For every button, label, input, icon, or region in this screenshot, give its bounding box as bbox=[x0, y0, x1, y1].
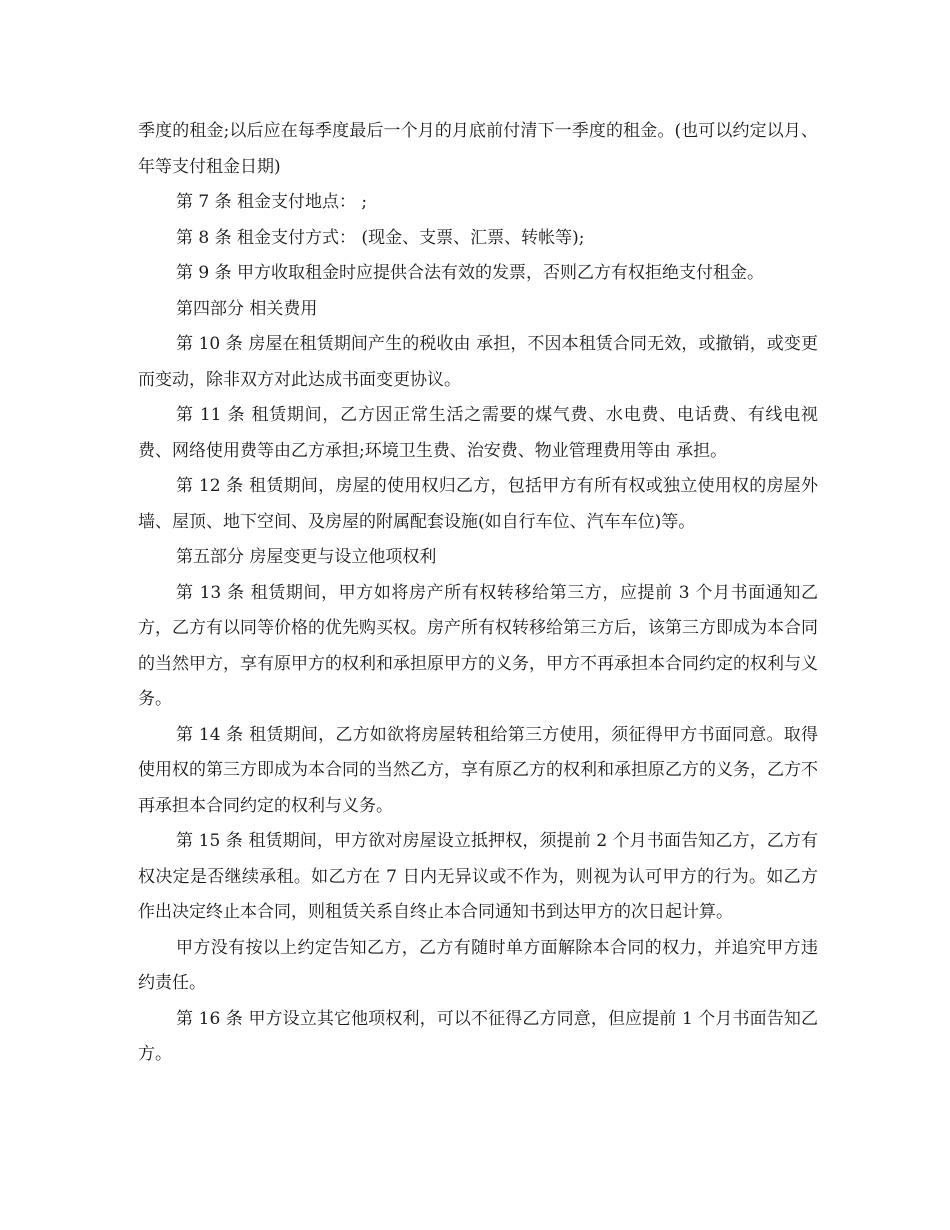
paragraph-article-16: 第 16 条 甲方设立其它他项权利，可以不征得乙方同意，但应提前 1 个月书面告知乙方。 bbox=[138, 1008, 818, 1064]
paragraph-article-11: 第 11 条 租赁期间，乙方因正常生活之需要的煤气费、水电费、电话费、有线电视费、网络使用费等由乙方承担;环境卫生费、治安费、物业管理费用等由 承担。 bbox=[138, 405, 818, 461]
paragraph-article-9: 第 9 条 甲方收取租金时应提供合法有效的发票，否则乙方有权拒绝支付租金。 bbox=[176, 263, 765, 283]
document-body bbox=[138, 114, 818, 1073]
paragraph-article-8: 第 8 条 租金支付方式： (现金、支票、汇票、转帐等); bbox=[176, 227, 585, 248]
paragraph-article-12: 第 12 条 租赁期间，房屋的使用权归乙方，包括甲方有所有权或独立使用权的房屋外墙、屋顶、地下空间、及房屋的附属配套设施(如自行车位、汽车车位)等。 bbox=[138, 476, 818, 532]
paragraph-article-15: 第 15 条 租赁期间，甲方欲对房屋设立抵押权，须提前 2 个月书面告知乙方，乙方有权决定是否继续承租。如乙方在 7 日内无异议或不作为，则视为认可甲方的行为。如乙方作出决定终止本合同，则租赁关系自终止本合同通知书到达甲方的次日起计算。 bbox=[138, 831, 818, 922]
paragraph-rent-quarterly: 季度的租金;以后应在每季度最后一个月的月底前付清下一季度的租金。(也可以约定以月、年等支付租金日期) bbox=[138, 121, 818, 177]
section-heading-part-4: 第四部分 相关费用 bbox=[176, 298, 318, 319]
paragraph-notice-breach: 甲方没有按以上约定告知乙方，乙方有随时单方面解除本合同的权力，并追究甲方违约责任。 bbox=[138, 937, 818, 993]
paragraph-article-7: 第 7 条 租金支付地点： ; bbox=[176, 192, 368, 212]
paragraph-article-13: 第 13 条 租赁期间，甲方如将房产所有权转移给第三方，应提前 3 个月书面通知乙方，乙方有以同等价格的优先购买权。房产所有权转移给第三方后，该第三方即成为本合同的当然甲方，享有原甲方的权利和承担原甲方的义务，甲方不再承担本合同约定的权利与义务。 bbox=[138, 582, 818, 709]
paragraph-article-14: 第 14 条 租赁期间，乙方如欲将房屋转租给第三方使用，须征得甲方书面同意。取得使用权的第三方即成为本合同的当然乙方，享有原乙方的权利和承担原乙方的义务，乙方不再承担本合同约定的权利与义务。 bbox=[138, 724, 818, 816]
section-heading-part-5: 第五部分 房屋变更与设立他项权利 bbox=[176, 547, 437, 567]
paragraph-article-10: 第 10 条 房屋在租赁期间产生的税收由 承担，不因本租赁合同无效，或撤销，或变更而变动，除非双方对此达成书面变更协议。 bbox=[138, 334, 818, 390]
